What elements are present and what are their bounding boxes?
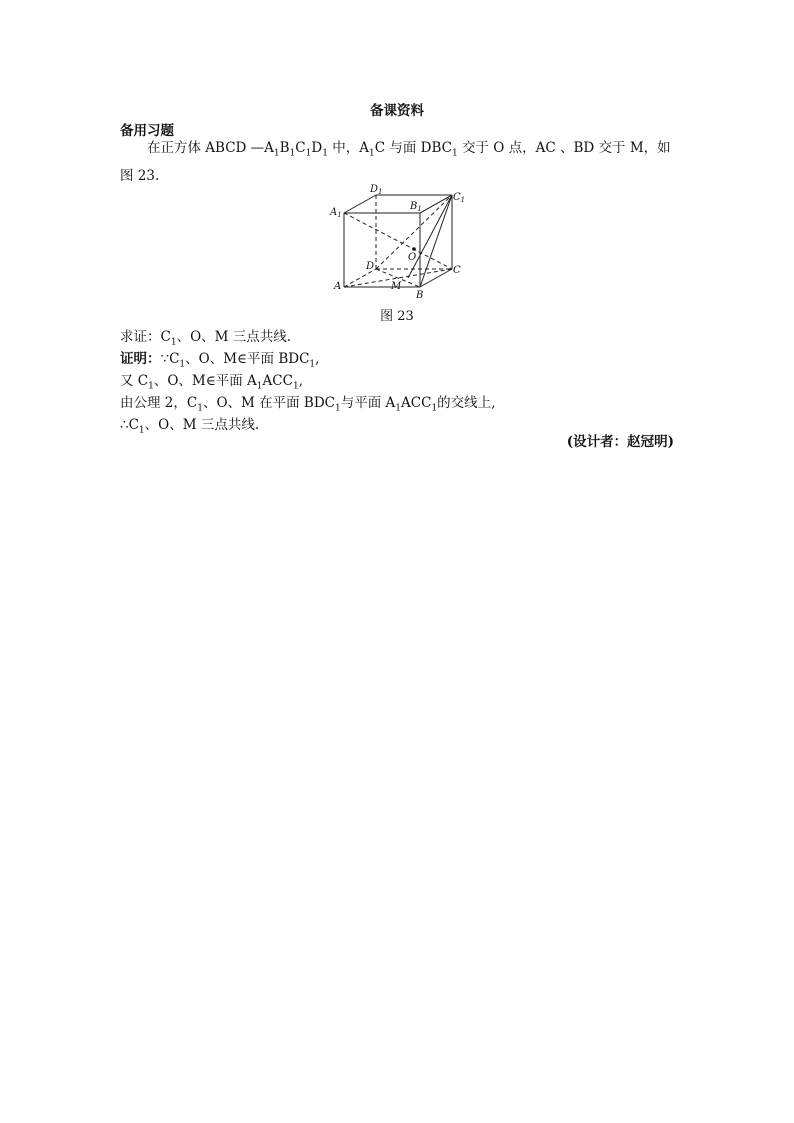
label-a: A [334, 281, 342, 292]
label-d: D [366, 261, 375, 272]
proof-line-2: 又 $C_1$、O、M∈平面 $A_1ACC_1$, [120, 373, 303, 392]
prove-statement: 求证：$C_1$、O、M 三点共线. [120, 329, 292, 348]
diag-c1b [420, 195, 452, 287]
doc-title: 备课资料 [370, 103, 424, 119]
figure-caption: 图 23 [380, 309, 414, 324]
designer-credit: (设计者：赵冠明) [566, 434, 674, 450]
label-d1: $D_1$ [370, 184, 383, 196]
label-o: O [408, 252, 417, 263]
proof-label: 证明： [120, 351, 161, 367]
label-a1: $A_1$ [330, 207, 342, 219]
label-c1: $C_1$ [453, 192, 466, 204]
section-heading: 备用习题 [120, 123, 174, 139]
label-c: C [453, 265, 461, 276]
problem-statement: 在正方体 ABCD $—A_1B_1C_1D_1$ 中，$A_1C$ 与面 $DBC_1$ 交于 O 点，AC 、BD 交于 M，如图 23. [120, 140, 671, 184]
edge-a1d1 [344, 195, 376, 213]
point-o [412, 247, 416, 251]
proof-line-3: 由公理 2，$C_1$、O、M 在平面 $BDC_1$与平面 $A_1ACC_1$的交线上, [120, 395, 496, 414]
label-b1: $B_1$ [410, 201, 422, 213]
cube-figure [328, 183, 468, 303]
label-b: B [416, 290, 424, 301]
proof-line-4: $\therefore C_1$、O、M 三点共线. [120, 417, 260, 436]
label-m: M [391, 281, 402, 292]
proof-line-1: 证明：$\because C_1$、O、M∈平面 $BDC_1$, [120, 351, 320, 370]
